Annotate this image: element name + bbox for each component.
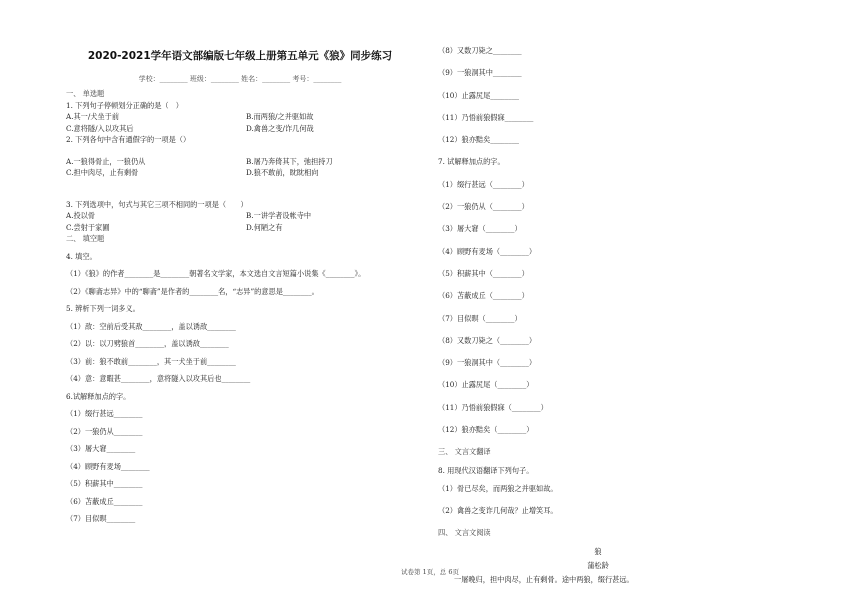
question-4: 4. 填空。 bbox=[66, 251, 97, 261]
q1-option-c: C.意将隧/入以攻其后 bbox=[66, 123, 134, 133]
q5-item-2: （2）以：以刀劈狼首________，盖以诱敌________ bbox=[66, 339, 229, 348]
section-heading-fill-blank: 二、 填空题 bbox=[66, 234, 105, 243]
section-heading-translation: 三、 文言文翻译 bbox=[438, 447, 491, 457]
q6-item-4: （4）顾野有麦场________ bbox=[66, 461, 150, 471]
question-4-1: （1）《狼》的作者________是________朝著名文学家，本文选自文言短篇小说集《________》。 bbox=[66, 269, 366, 278]
q6-item-8: （8）又数刀毙之________ bbox=[438, 46, 522, 55]
question-2: 2. 下列各句中含有通假字的一项是（） bbox=[66, 135, 191, 144]
q1-options-row bbox=[66, 111, 426, 123]
q2-option-d: D.狼不敢前，眈眈相向 bbox=[246, 168, 319, 177]
q7-item-4: （4）顾野有麦场（________） bbox=[438, 246, 537, 256]
q7-item-9: （9）一狼洞其中（________） bbox=[438, 358, 537, 368]
q6-item-7: （7）目似暝________ bbox=[66, 514, 136, 523]
q8-item-2: （2）禽兽之变诈几何哉？止增笑耳。 bbox=[438, 505, 558, 515]
q1-option-d: D.禽兽之变/诈几何哉 bbox=[246, 123, 314, 133]
question-5: 5. 辨析下列一词多义。 bbox=[66, 304, 140, 313]
question-7: 7. 试解释加点的字。 bbox=[438, 157, 505, 167]
q6-item-2: （2）一狼仍从________ bbox=[66, 426, 143, 436]
q7-item-10: （10）止露尻尾（________） bbox=[438, 380, 534, 390]
q7-item-12: （12）狼亦黠矣（________） bbox=[438, 425, 534, 435]
passage-text: 一屠晚归，担中肉尽，止有剩骨。途中两狼，缀行甚远。 bbox=[454, 574, 634, 584]
q7-item-2: （2）一狼仍从（________） bbox=[438, 202, 529, 212]
q7-item-7: （7）目似暝（________） bbox=[438, 313, 522, 323]
question-4-2: （2）《聊斋志异》中的“聊斋”是作者的________名，“志异”的意思是________。 bbox=[66, 286, 319, 296]
q6-item-5: （5）积薪其中________ bbox=[66, 479, 143, 488]
question-3: 3. 下列选项中，句式与其它三项不相同的一项是（ ） bbox=[66, 199, 248, 209]
q7-item-8: （8）又数刀毙之（________） bbox=[438, 335, 537, 345]
question-1: 1. 下列句子停顿划分正确的是（ ） bbox=[66, 100, 183, 110]
q6-item-12: （12）狼亦黠矣________ bbox=[438, 135, 520, 145]
q7-item-11: （11）乃悟前狼假寐（________） bbox=[438, 402, 548, 412]
passage-title: 狼 bbox=[594, 546, 602, 556]
q7-item-3: （3）屠大窘（________） bbox=[438, 224, 522, 234]
q6-item-10: （10）止露尻尾________ bbox=[438, 90, 520, 100]
q1-options-row bbox=[66, 123, 426, 135]
q3-options-row bbox=[66, 222, 426, 234]
q5-item-3: （3）前：狼不敢前________，其一犬坐于前________ bbox=[66, 356, 236, 366]
q6-item-9: （9）一狼洞其中________ bbox=[438, 68, 522, 78]
q6-item-3: （3）屠大窘________ bbox=[66, 444, 136, 453]
q7-item-1: （1）缀行甚远（________） bbox=[438, 179, 529, 189]
q3-option-b: B.一讲学者设帐寺中 bbox=[246, 211, 312, 220]
student-info-line: 学校：________ 班级：________ 姓名：________ 考号：________ bbox=[138, 75, 342, 83]
q3-options-row bbox=[66, 210, 426, 222]
q8-item-1: （1）骨已尽矣，而两狼之并驱如故。 bbox=[438, 483, 558, 493]
right-column bbox=[438, 40, 758, 587]
q2-options-row bbox=[66, 167, 426, 179]
passage-author: 蒲松龄 bbox=[587, 560, 609, 570]
q6-item-11: （11）乃悟前狼假寐________ bbox=[438, 112, 534, 122]
left-column bbox=[66, 88, 426, 525]
q7-item-6: （6）苫蔽成丘（________） bbox=[438, 291, 529, 301]
q6-item-6: （6）苫蔽成丘________ bbox=[66, 496, 143, 506]
page-title: 2020-2021学年语文部编版七年级上册第五单元《狼》同步练习 bbox=[87, 50, 393, 62]
q2-options-row bbox=[66, 156, 426, 168]
question-8: 8. 用现代汉语翻译下列句子。 bbox=[438, 465, 534, 475]
q3-option-c: C.尝射于家圃 bbox=[66, 222, 110, 232]
page-footer: 试卷第 1页，总 6页 bbox=[401, 568, 459, 576]
q2-option-a: A.一狼得骨止，一狼仍从 bbox=[66, 156, 146, 166]
q2-option-c: C.担中肉尽，止有剩骨 bbox=[66, 168, 139, 177]
q5-item-1: （1）敌：空前后受其敌________，盖以诱敌________ bbox=[66, 321, 236, 331]
section-heading-single-choice: 一、 单选题 bbox=[66, 89, 105, 98]
question-6: 6.试解释加点的字。 bbox=[66, 391, 131, 401]
section-heading-reading: 四、 文言文阅读 bbox=[438, 528, 491, 538]
q6-item-1: （1）缀行甚远________ bbox=[66, 409, 143, 418]
q2-option-b: B.屠乃奔倚其下，弛担持刀 bbox=[246, 156, 333, 166]
q3-option-d: D.何陋之有 bbox=[246, 222, 283, 232]
q1-option-b: B.而两狼/之并驱如故 bbox=[246, 112, 314, 121]
q1-option-a: A.其一/犬坐于前 bbox=[66, 112, 120, 121]
q7-item-5: （5）积薪其中（________） bbox=[438, 268, 529, 278]
q3-option-a: A.投以骨 bbox=[66, 211, 96, 220]
q5-item-4: （4）意：意暇甚________，意将隧入以攻其后也________ bbox=[66, 374, 251, 383]
